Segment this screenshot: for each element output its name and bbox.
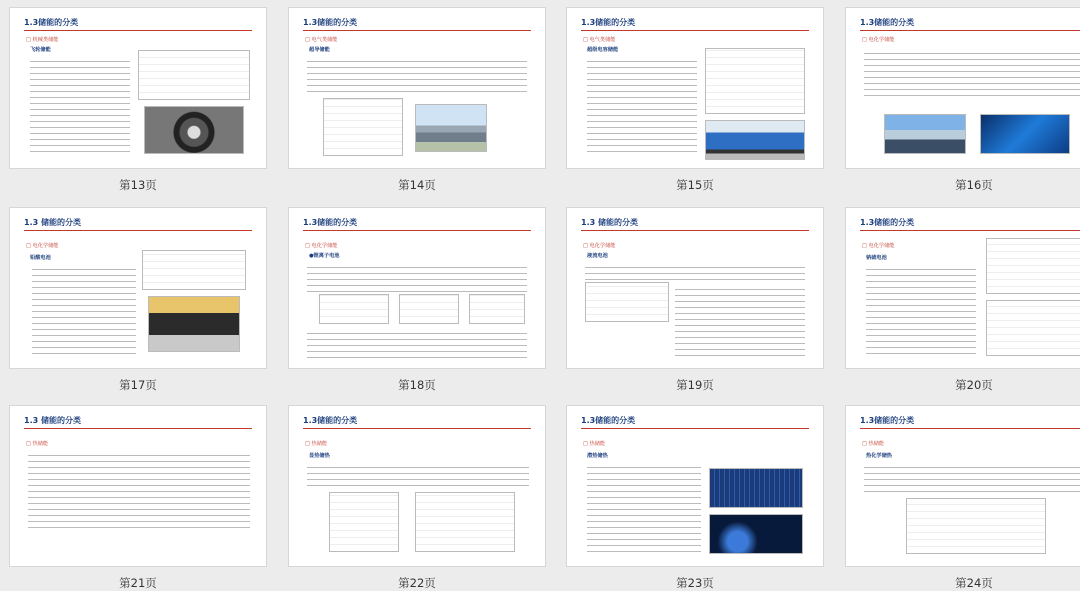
section-label: □ 机械类储能 <box>26 37 59 43</box>
slide-title: 1.3储能的分类 <box>303 416 358 425</box>
subsection-label: 超级电容储能 <box>587 47 619 53</box>
body-text-lines <box>864 48 1080 96</box>
section-label: □ 热储能 <box>26 441 49 447</box>
sensible-heat-diagram-2 <box>415 492 515 552</box>
station-photo <box>884 114 966 154</box>
body-text-lines <box>30 56 130 156</box>
slide-title: 1.3 储能的分类 <box>581 218 638 227</box>
battery-photo <box>980 114 1070 154</box>
body-text-lines <box>864 462 1080 492</box>
body-text-lines <box>32 264 136 358</box>
sensible-heat-diagram <box>329 492 399 552</box>
section-label: □ 电化学储能 <box>862 243 895 249</box>
page-caption: 第21页 <box>119 576 157 590</box>
body-text-lines <box>307 262 527 292</box>
title-divider <box>860 30 1080 31</box>
title-divider <box>581 230 809 231</box>
smes-diagram <box>323 98 403 156</box>
subsection-label: ●锂离子电池 <box>309 253 340 259</box>
page-caption: 第19页 <box>676 378 714 392</box>
slide-page[interactable] <box>9 7 267 169</box>
slide-page[interactable] <box>9 405 267 567</box>
slide-page[interactable] <box>845 405 1080 567</box>
slide-page[interactable] <box>566 405 824 567</box>
subsection-label: 钠硫电池 <box>866 255 887 261</box>
solar-photo <box>709 468 803 508</box>
section-label: □ 电化学储能 <box>305 243 338 249</box>
page-caption: 第17页 <box>119 378 157 392</box>
smes-photo <box>415 104 487 152</box>
slide-page[interactable] <box>9 207 267 369</box>
satellite-photo <box>709 514 803 554</box>
slide-page[interactable] <box>288 7 546 169</box>
body-text-lines-2 <box>675 284 805 360</box>
flywheel-photo <box>144 106 244 154</box>
li-ion-diagram <box>319 294 389 324</box>
slide-page[interactable] <box>845 7 1080 169</box>
flow-battery-diagram <box>585 282 669 322</box>
lead-acid-diagram <box>142 250 246 290</box>
title-divider <box>860 230 1080 231</box>
thermochemical-diagram <box>906 498 1046 554</box>
section-label: □ 热储能 <box>583 441 606 447</box>
section-label: □ 电气类储能 <box>305 37 338 43</box>
flywheel-diagram <box>138 50 250 100</box>
nas-module-diagram <box>986 300 1080 356</box>
page-caption: 第20页 <box>955 378 993 392</box>
section-label: □ 热储能 <box>305 441 328 447</box>
section-label: □ 电化学储能 <box>26 243 59 249</box>
section-label: □ 热储能 <box>862 441 885 447</box>
title-divider <box>303 230 531 231</box>
body-text-lines <box>307 462 529 488</box>
title-divider <box>303 30 531 31</box>
body-text-lines <box>585 262 805 280</box>
section-label: □ 电气类储能 <box>583 37 616 43</box>
page-caption: 第24页 <box>955 576 993 590</box>
bus-photo <box>705 120 805 160</box>
page-caption: 第14页 <box>398 178 436 192</box>
li-ion-diagram-2 <box>399 294 459 324</box>
slide-title: 1.3储能的分类 <box>581 18 636 27</box>
section-label: □ 电化学储能 <box>583 243 616 249</box>
title-divider <box>24 230 252 231</box>
supercap-diagram <box>705 48 805 114</box>
slide-title: 1.3储能的分类 <box>860 18 915 27</box>
slide-title: 1.3储能的分类 <box>581 416 636 425</box>
body-text-lines <box>28 450 250 530</box>
slide-title: 1.3储能的分类 <box>303 218 358 227</box>
subsection-label: 潜热储热 <box>587 453 608 459</box>
slide-title: 1.3储能的分类 <box>303 18 358 27</box>
slide-page[interactable] <box>288 405 546 567</box>
subsection-label: 液流电池 <box>587 253 608 259</box>
title-divider <box>24 428 252 429</box>
lead-acid-photo <box>148 296 240 352</box>
page-caption: 第16页 <box>955 178 993 192</box>
title-divider <box>581 428 809 429</box>
subsection-label: 超导储能 <box>309 47 330 53</box>
page-caption: 第13页 <box>119 178 157 192</box>
slide-title: 1.3 储能的分类 <box>24 416 81 425</box>
slide-title: 1.3储能的分类 <box>860 218 915 227</box>
title-divider <box>581 30 809 31</box>
slide-page[interactable] <box>566 7 824 169</box>
slide-page[interactable] <box>288 207 546 369</box>
slide-page[interactable] <box>566 207 824 369</box>
subsection-label: 显热储热 <box>309 453 330 459</box>
body-text-lines <box>307 56 527 92</box>
slide-title: 1.3 储能的分类 <box>24 218 81 227</box>
title-divider <box>24 30 252 31</box>
section-label: □ 电化学储能 <box>862 37 895 43</box>
subsection-label: 飞轮储能 <box>30 47 51 53</box>
body-text-lines <box>587 56 697 156</box>
body-text-lines-2 <box>307 328 527 358</box>
body-text-lines <box>587 462 701 556</box>
li-ion-diagram-3 <box>469 294 525 324</box>
subsection-label: 铅酸电池 <box>30 255 51 261</box>
page-caption: 第23页 <box>676 576 714 590</box>
title-divider <box>860 428 1080 429</box>
page-caption: 第15页 <box>676 178 714 192</box>
page-caption: 第18页 <box>398 378 436 392</box>
body-text-lines <box>866 264 976 358</box>
slide-page[interactable] <box>845 207 1080 369</box>
page-caption: 第22页 <box>398 576 436 590</box>
subsection-label: 热化学储热 <box>866 453 892 459</box>
slide-title: 1.3储能的分类 <box>860 416 915 425</box>
title-divider <box>303 428 531 429</box>
nas-diagram <box>986 238 1080 294</box>
slide-title: 1.3储能的分类 <box>24 18 79 27</box>
